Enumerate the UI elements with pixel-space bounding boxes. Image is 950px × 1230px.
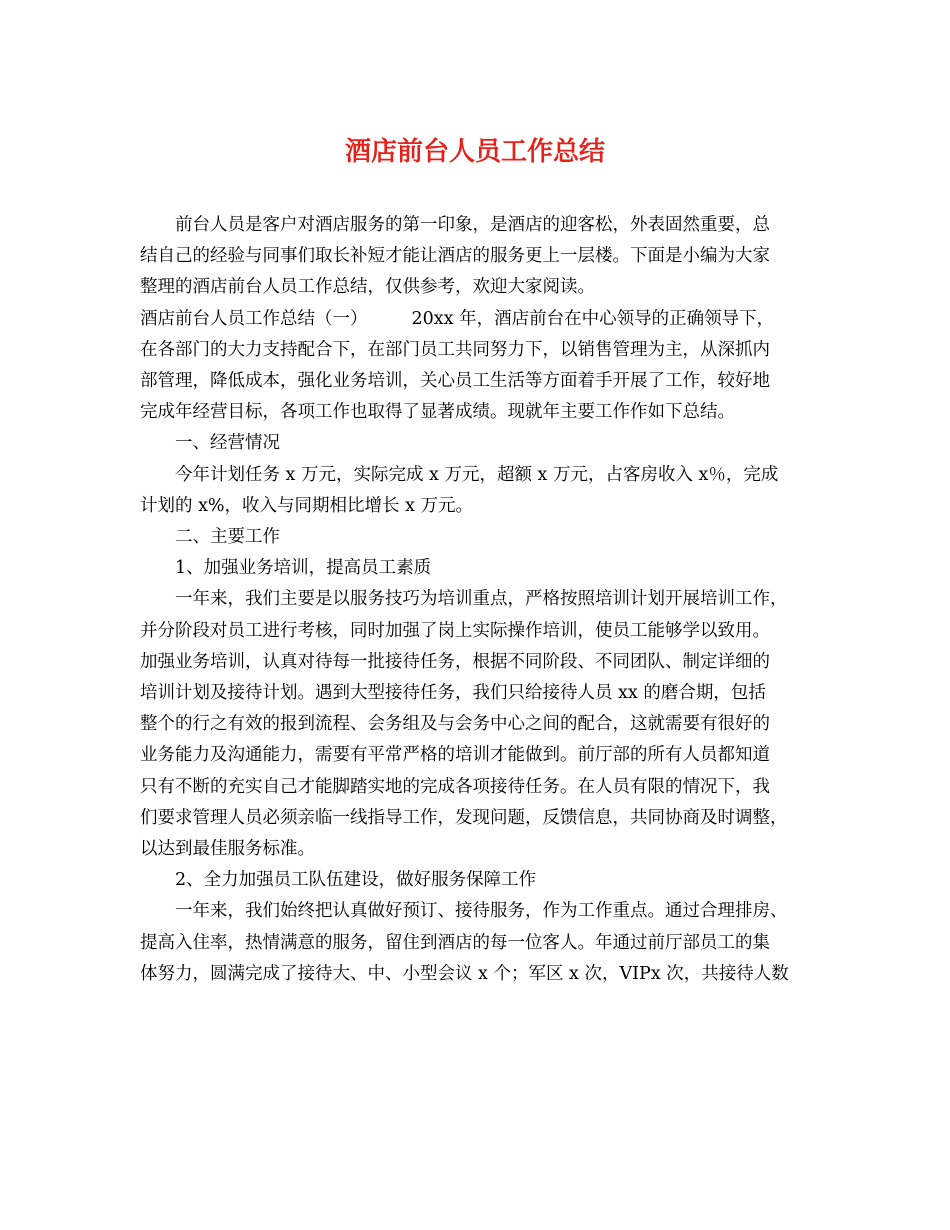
- text-line: [140, 959, 828, 990]
- text-line: [140, 803, 828, 834]
- text-line: [140, 740, 828, 771]
- text-line-content: 一、经营情况: [175, 433, 280, 454]
- text-line: [140, 397, 828, 428]
- text-line-content: 结自己的经验与同事们取长补短才能让酒店的服务更上一层楼。下面是小编为大家: [140, 246, 770, 267]
- text-line: [140, 553, 828, 584]
- text-line: [140, 522, 828, 553]
- text-line-content: 提高入住率，热情满意的服务，留住到酒店的每一位客人。年通过前厅部员工的集: [140, 932, 770, 953]
- text-line-content: 一年来，我们始终把认真做好预订、接待服务，作为工作重点。通过合理排房、: [175, 901, 788, 922]
- text-line-content: 一年来，我们主要是以服务技巧为培训重点，严格按照培训计划开展培训工作，: [175, 589, 788, 610]
- text-line-content: 体努力，圆满完成了接待大、中、小型会议 x 个；军区 x 次，VIPx 次，共接待人数: [140, 963, 789, 984]
- text-line-content: 整个的行之有效的报到流程、会务组及与会务中心之间的配合，这就需要有很好的: [140, 714, 770, 735]
- text-line-content: 培训计划及接待计划。遇到大型接待任务，我们只给接待人员 xx 的磨合期，包括: [140, 683, 766, 704]
- document-title: 酒店前台人员工作总结: [344, 137, 605, 167]
- text-line-content: 1、加强业务培训，提高员工素质: [175, 558, 432, 579]
- text-line: [140, 304, 828, 335]
- document-body: [140, 210, 828, 990]
- text-line: [140, 928, 828, 959]
- text-line-content: 酒店前台人员工作总结（一）: [140, 308, 368, 329]
- text-line: [140, 772, 828, 803]
- text-line-content: 们要求管理人员必须亲临一线指导工作，发现问题，反馈信息，共同协商及时调整，: [140, 807, 788, 828]
- text-line-content: 部管理，降低成本，强化业务培训，关心员工生活等方面着手开展了工作，较好地: [140, 371, 770, 392]
- text-line: [140, 584, 828, 615]
- text-line: [140, 834, 828, 865]
- text-line-content: 在各部门的大力支持配合下，在部门员工共同努力下，以销售管理为主，从深抓内: [140, 339, 770, 360]
- text-line-content: 计划的 x%，收入与同期相比增长 x 万元。: [140, 495, 474, 516]
- text-line-content: 只有不断的充实自己才能脚踏实地的完成各项接待任务。在人员有限的情况下，我: [140, 776, 770, 797]
- text-line: [140, 428, 828, 459]
- text-line: [140, 865, 828, 896]
- text-line: [140, 491, 828, 522]
- text-line: [140, 616, 828, 647]
- text-line-continuation: 20xx 年，酒店前台在中心领导的正确领导下，: [411, 308, 775, 329]
- text-line: [140, 678, 828, 709]
- text-line: [140, 210, 828, 241]
- text-line: [140, 709, 828, 740]
- text-line: [140, 647, 828, 678]
- text-line-content: 并分阶段对员工进行考核，同时加强了岗上实际操作培训，使员工能够学以致用。: [140, 620, 770, 641]
- text-line-content: 2、全力加强员工队伍建设，做好服务保障工作: [175, 870, 537, 891]
- text-line: [140, 272, 828, 303]
- text-line-content: 今年计划任务 x 万元，实际完成 x 万元，超额 x 万元，占客房收入 x％，完成: [175, 464, 779, 485]
- text-line-content: 加强业务培训，认真对待每一批接待任务，根据不同阶段、不同团队、制定详细的: [140, 651, 770, 672]
- text-line-content: 二、主要工作: [175, 527, 280, 548]
- text-line: [140, 366, 828, 397]
- text-line-content: 前台人员是客户对酒店服务的第一印象，是酒店的迎客松，外表固然重要，总: [175, 215, 770, 235]
- text-line-content: 以达到最佳服务标准。: [140, 839, 315, 860]
- text-line: [140, 241, 828, 272]
- text-line: [140, 896, 828, 927]
- text-line-content: 完成年经营目标，各项工作也取得了显著成绩。现就年主要工作作如下总结。: [140, 402, 735, 423]
- text-line-content: 整理的酒店前台人员工作总结，仅供参考，欢迎大家阅读。: [140, 277, 595, 298]
- text-line: [140, 335, 828, 366]
- text-line: [140, 460, 828, 491]
- text-line-content: 业务能力及沟通能力，需要有平常严格的培训才能做到。前厅部的所有人员都知道: [140, 745, 770, 766]
